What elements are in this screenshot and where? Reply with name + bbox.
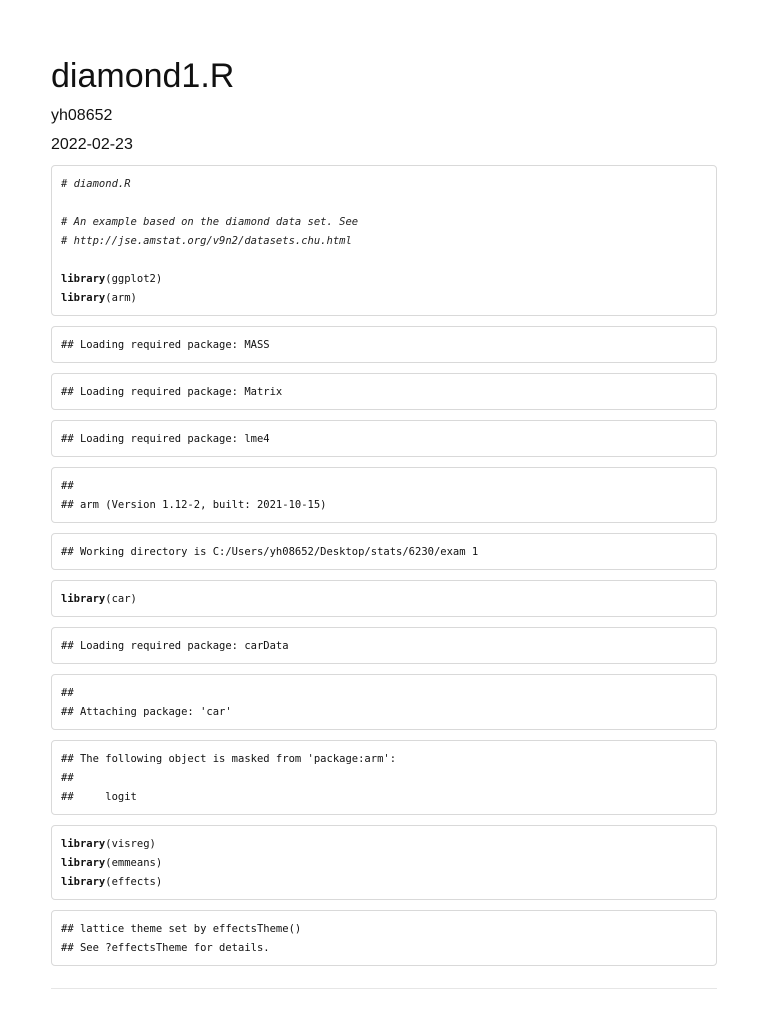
code-line <box>61 590 707 609</box>
code-line: # An example based on the diamond data set. See <box>61 216 359 228</box>
output-chunk <box>51 910 717 966</box>
code-line <box>61 835 707 854</box>
code-chunk <box>51 165 717 316</box>
output-chunk <box>51 373 717 410</box>
function-name: library <box>61 857 106 869</box>
output-chunk <box>51 326 717 363</box>
output-chunk <box>51 627 717 664</box>
function-args: (effects) <box>105 876 163 888</box>
function-name: library <box>61 292 106 304</box>
code-line <box>61 251 707 270</box>
code-line <box>61 873 707 892</box>
document-date: 2022-02-23 <box>51 136 133 153</box>
function-name: library <box>61 876 106 888</box>
footer-divider <box>51 988 717 989</box>
code-line: ## Attaching package: 'car' <box>61 706 232 718</box>
output-chunk <box>51 533 717 570</box>
code-line <box>61 289 707 308</box>
code-line: ## arm (Version 1.12-2, built: 2021-10-15) <box>61 499 327 511</box>
function-args: (arm) <box>105 292 137 304</box>
code-line: ## <box>61 772 74 784</box>
function-name: library <box>61 273 106 285</box>
code-line: ## See ?effectsTheme for details. <box>61 942 270 954</box>
code-chunk <box>51 825 717 900</box>
output-chunk <box>51 420 717 457</box>
code-line: ## logit <box>61 791 137 803</box>
code-line <box>61 854 707 873</box>
code-line: ## Working directory is C:/Users/yh08652/Desktop/stats/6230/exam 1 <box>61 546 479 558</box>
function-args: (car) <box>105 593 137 605</box>
code-line: ## <box>61 687 74 699</box>
code-line: ## lattice theme set by effectsTheme() <box>61 923 302 935</box>
code-chunk <box>51 580 717 617</box>
code-line <box>61 270 707 289</box>
code-line <box>61 194 707 213</box>
output-chunk <box>51 467 717 523</box>
document-author: yh08652 <box>51 107 113 124</box>
output-chunk <box>51 674 717 730</box>
code-line: # diamond.R <box>61 178 131 190</box>
code-line: # http://jse.amstat.org/v9n2/datasets.chu.html <box>61 235 352 247</box>
code-line: ## Loading required package: carData <box>61 640 289 652</box>
code-line: ## Loading required package: Matrix <box>61 386 283 398</box>
document-header <box>51 56 234 155</box>
function-args: (emmeans) <box>105 857 163 869</box>
code-line: ## Loading required package: lme4 <box>61 433 270 445</box>
output-chunk <box>51 740 717 815</box>
function-name: library <box>61 593 106 605</box>
code-line: ## Loading required package: MASS <box>61 339 270 351</box>
function-name: library <box>61 838 106 850</box>
code-line: ## <box>61 480 74 492</box>
code-line: ## The following object is masked from 'package:arm': <box>61 753 397 765</box>
function-args: (ggplot2) <box>105 273 163 285</box>
function-args: (visreg) <box>105 838 156 850</box>
document-title: diamond1.R <box>51 57 235 95</box>
